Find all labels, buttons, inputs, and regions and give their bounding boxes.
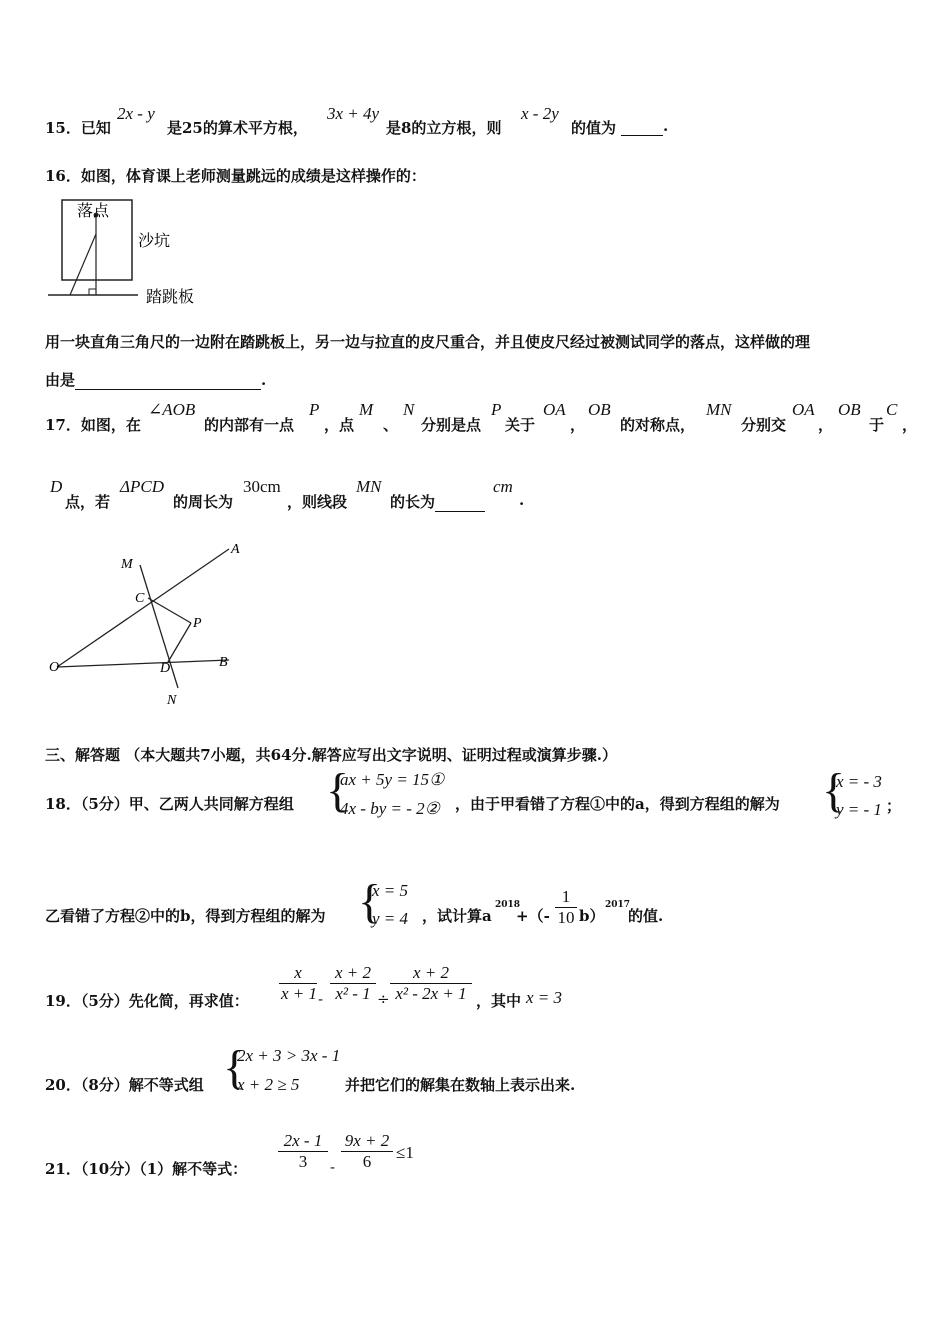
- q15-expr-2: 3x + 4y: [327, 104, 380, 123]
- q15-text-1: 是25的算术平方根，: [167, 119, 308, 137]
- q19-fraction-2: $\frac{x + 2}{\text{x² - 1}}$: [330, 963, 376, 1004]
- q18-solution-1-x: x = - 3: [836, 772, 882, 791]
- q20-text-1: 并把它们的解集在数轴上表示出来.: [345, 1076, 576, 1094]
- fig16-label-landing: 落点: [77, 201, 110, 220]
- q17-dun: 、: [383, 416, 399, 434]
- q21-fraction-1: $\frac{2x - 1}{3}$: [278, 1131, 328, 1172]
- q17-text-1: 的内部有一点: [204, 416, 295, 434]
- fig16-label-pit: 沙坑: [138, 231, 171, 250]
- q17-point-m: M: [359, 400, 374, 419]
- q17-point-n: N: [403, 400, 415, 419]
- q18-text-2: 乙看错了方程②中的b，得到方程组的解为: [45, 907, 326, 925]
- q20-inequality-1: 2x + 3 > 3x - 1: [237, 1046, 341, 1065]
- q18-equation-1: ax + 5y = 15①: [340, 770, 445, 789]
- q18-fraction: $\frac{1}{10}$: [555, 887, 577, 928]
- q16-text: 16．如图，体育课上老师测量跳远的成绩是这样操作的：: [45, 167, 426, 185]
- q18-exponent-1: 2018: [495, 900, 521, 910]
- q18-text-5: b）: [579, 907, 605, 925]
- q19-fraction-1: $\frac{x}{x + 1}$: [281, 963, 318, 1003]
- q18-semicolon: ；: [886, 797, 902, 815]
- q15-expr-3: x - 2y: [521, 104, 559, 123]
- q18-text-6: 的值.: [628, 907, 664, 925]
- q17-text-9: 的周长为: [173, 493, 234, 511]
- q17-text-8: 点，若: [65, 493, 111, 511]
- q17-text-7: 于: [869, 416, 885, 434]
- q21-le-one: ≤1: [396, 1143, 414, 1162]
- q21-number: 21．（10分）（1）解不等式：: [45, 1160, 248, 1178]
- q19-condition: x = 3: [526, 988, 563, 1007]
- q21-fraction-2: $\frac{9x + 2}{6}$: [341, 1131, 393, 1172]
- q17-comma-2: ，: [818, 416, 834, 434]
- q21-minus: -: [330, 1158, 336, 1176]
- q17-ray-oa-2: OA: [792, 400, 815, 419]
- q20-inequality-2: x + 2 ≥ 5: [237, 1075, 300, 1094]
- q17-text-6: 分别交: [741, 416, 787, 434]
- q16-line-1: 用一块直角三角尺的一边附在踏跳板上，另一边与拉直的皮尺重合，并且使皮尺经过被测试同学的落点，这样做的理: [45, 333, 811, 351]
- q17-angle-aob: ∠AOB: [148, 400, 196, 419]
- q18-number: 18．（5分）甲、乙两人共同解方程组: [45, 795, 294, 813]
- q17-number: 17．如图，在: [45, 416, 141, 434]
- fig17-label-m: M: [121, 557, 133, 572]
- q20-brace: {: [223, 1041, 247, 1094]
- q17-segment-mn-2: MN: [356, 477, 382, 496]
- q15-expr-1: 2x - y: [117, 104, 155, 123]
- q18-brace-3: {: [358, 875, 382, 928]
- q17-text-11: 的长为: [390, 491, 485, 512]
- q17-comma-3: ，: [902, 416, 918, 434]
- q17-unit: cm: [493, 477, 513, 496]
- section-3-heading: 三、解答题 （本大题共7小题，共64分.解答应写出文字说明、证明过程或演算步骤.）: [45, 746, 617, 764]
- q16-answer-blank[interactable]: [75, 371, 261, 390]
- q18-brace-1: {: [326, 764, 350, 817]
- fig17-label-c: C: [135, 591, 145, 606]
- q18-solution-2-y: y = 4: [372, 909, 409, 928]
- q17-text-5: 的对称点，: [620, 416, 696, 434]
- fig17-label-p: P: [193, 616, 202, 631]
- q17-segment-mn: MN: [706, 400, 732, 419]
- fig17-label-b: B: [219, 655, 228, 670]
- q19-text-1: ，其中: [476, 992, 522, 1010]
- q17-triangle-pcd: ΔPCD: [120, 477, 164, 496]
- q17-end: .: [519, 491, 525, 509]
- fig17-label-d: D: [160, 661, 171, 676]
- q18-brace-2: {: [822, 764, 846, 817]
- q18-text-1: ，由于甲看错了方程①中的a，得到方程组的解为: [455, 795, 780, 813]
- q17-ray-ob: OB: [588, 400, 611, 419]
- q17-point-p: P: [309, 400, 320, 419]
- q17-point-d: D: [50, 477, 63, 496]
- q17-text-3: 分别是点: [421, 416, 482, 434]
- fig17-label-a: A: [231, 542, 240, 557]
- q17-comma-1: ，: [570, 416, 586, 434]
- q18-exponent-2: 2017: [605, 900, 631, 910]
- q15-text-2: 是8的立方根，则: [386, 119, 502, 137]
- q17-ray-oa: OA: [543, 400, 566, 419]
- q18-solution-2-x: x = 5: [372, 881, 409, 900]
- q17-text-2: ，点: [324, 416, 355, 434]
- fig17-label-n: N: [167, 693, 177, 708]
- q18-equation-2: 4x - by = - 2②: [340, 799, 440, 818]
- q17-point-p2: P: [491, 400, 502, 419]
- q17-perimeter: 30cm: [243, 477, 281, 496]
- q15-number: 15．已知: [45, 119, 111, 137]
- q19-number: 19．（5分）先化简，再求值：: [45, 992, 249, 1010]
- q17-text-10: ，则线段: [287, 493, 348, 511]
- fig17-label-o: O: [49, 660, 60, 675]
- q17-answer-blank[interactable]: [435, 493, 485, 512]
- q20-number: 20．（8分）解不等式组: [45, 1076, 204, 1094]
- q17-ray-ob-2: OB: [838, 400, 861, 419]
- q17-point-c: C: [886, 400, 898, 419]
- q15-text-3: 的值为: [571, 119, 617, 137]
- q17-text-4: 关于: [505, 416, 536, 434]
- q18-solution-1-y: y = - 1: [836, 800, 882, 819]
- q19-divide: ÷: [377, 990, 390, 1008]
- q18-text-4: +（-: [516, 907, 550, 925]
- q16-line-2: 由是 .: [45, 371, 267, 389]
- q15-answer-blank[interactable]: .: [621, 117, 668, 136]
- q19-minus: -: [318, 990, 324, 1008]
- angle-figure: [45, 538, 255, 710]
- q18-text-3: ，试计算a: [422, 907, 492, 925]
- q19-fraction-3: $\frac{x + 2}{\text{x² - 2x + 1}}$: [390, 963, 472, 1004]
- fig16-label-board: 踏跳板: [146, 287, 195, 306]
- long-jump-figure: [48, 196, 223, 311]
